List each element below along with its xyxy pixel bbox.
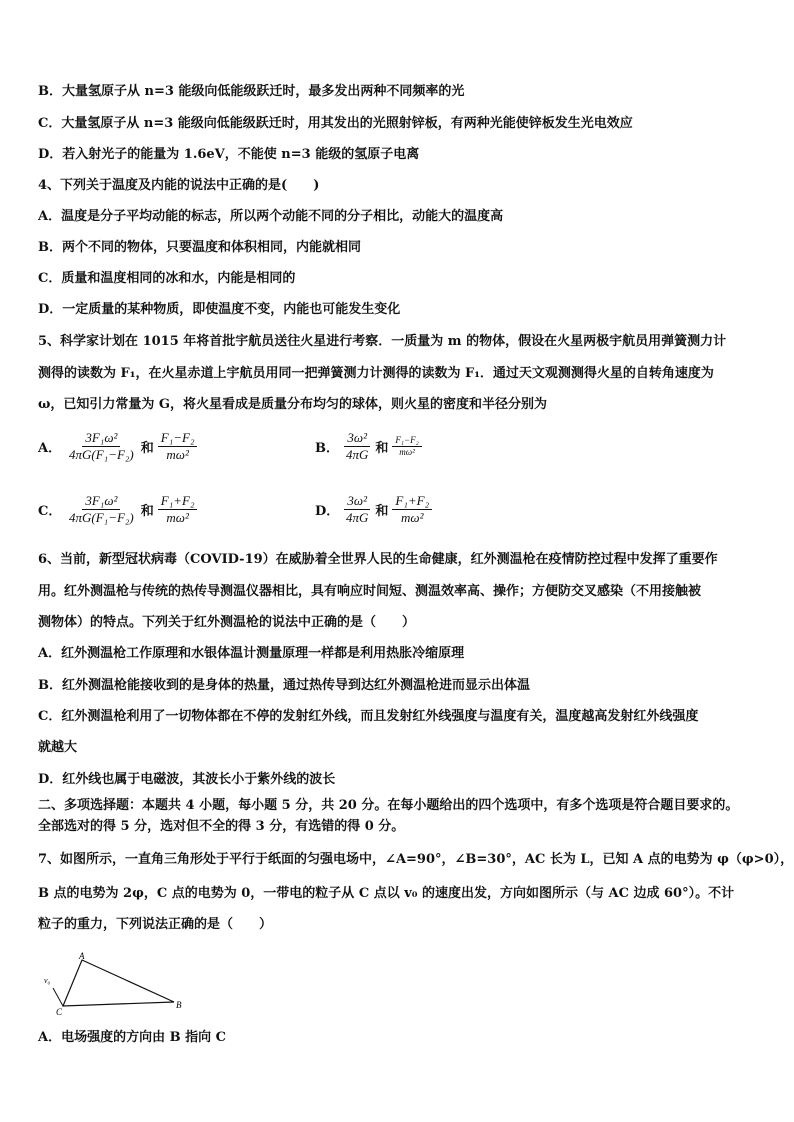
q4-option-d: D．一定质量的某种物质，即使温度不变，内能也可能发生变化 [38, 302, 401, 317]
density-fraction [343, 493, 371, 526]
q6-stem-3: 测物体）的特点。下列关于红外测温枪的说法中正确的是（ ） [38, 615, 416, 630]
q3-option-d: D．若入射光子的能量为 1.6eV，不能使 n=3 能级的氢原子电离 [38, 147, 420, 162]
q6-option-c-cont: 就越大 [38, 740, 78, 755]
q6-option-a: A．红外测温枪工作原理和水银体温计测量原理一样都是利用热胀冷缩原理 [38, 646, 465, 661]
q5-option-c [38, 493, 199, 526]
velocity-vector [53, 988, 63, 1006]
q5-option-d [315, 493, 434, 526]
label-a: A [79, 951, 85, 961]
option-label: C． [38, 504, 62, 519]
density-fraction [66, 430, 137, 463]
q4-option-b: B．两个不同的物体，只要温度和体积相同，内能就相同 [38, 240, 361, 255]
fraction-denominator: mω² [166, 510, 189, 525]
fraction-denominator: 4πG(F₁−F₂) [69, 510, 134, 525]
label-b: B [176, 1000, 182, 1010]
q7-stem-2: B 点的电势为 2φ，C 点的电势为 0，一带电的粒子从 C 点以 v₀ 的速度出发，方向如图所示（与 AC 边成 60°）。不计 [38, 886, 735, 901]
q4-stem: 4、下列关于温度及内能的说法中正确的是( ) [38, 178, 320, 193]
fraction-numerator: 3F₁ω² [82, 493, 120, 510]
fraction-numerator: 3ω² [344, 430, 370, 447]
q7-stem-3: 粒子的重力，下列说法正确的是（ ） [38, 917, 273, 932]
section-2-header-2: 全部选对的得 5 分，选对但不全的得 3 分，有选错的得 0 分。 [38, 819, 405, 834]
q6-option-c: C．红外测温枪利用了一切物体都在不停的发射红外线，而且发射红外线强度与温度有关，温度越高发射红外线强度 [38, 709, 699, 724]
density-fraction [343, 430, 371, 463]
fraction-numerator: F₁+F₂ [158, 493, 198, 510]
radius-fraction [392, 493, 432, 526]
fraction-denominator: 4πG(F₁−F₂) [69, 447, 134, 462]
q6-option-b: B．红外测温枪能接收到的是身体的热量，通过热传导到达红外测温枪进而显示出体温 [38, 678, 530, 693]
option-label: A． [38, 441, 62, 456]
radius-fraction [158, 430, 198, 463]
section-2-header-1: 二、多项选择题：本题共 4 小题，每小题 5 分，共 20 分。在每小题给出的四个选项中，有多个选项是符合题目要求的。 [38, 798, 739, 813]
fraction-numerator: 3ω² [344, 493, 370, 510]
and-text: 和 [140, 504, 154, 519]
q5-stem-2: 测得的读数为 F₁，在火星赤道上宇航员用同一把弹簧测力计测得的读数为 F₁．通过天文观测测得火星的自转角速度为 [38, 366, 714, 381]
fraction-denominator: 4πG [346, 447, 369, 462]
fraction-numerator: F₁−F₂ [158, 430, 198, 447]
q4-option-a: A．温度是分子平均动能的标志，所以两个动能不同的分子相比，动能大的温度高 [38, 209, 504, 224]
q3-option-b: B．大量氢原子从 n=3 能级向低能级跃迁时，最多发出两种不同频率的光 [38, 84, 465, 99]
fraction-numerator: F₁−F₂ [392, 435, 421, 447]
q5-option-b [315, 430, 424, 463]
q7-option-a: A．电场强度的方向由 B 指向 C [38, 1030, 226, 1045]
q7-stem-1: 7、如图所示，一直角三角形处于平行于纸面的匀强电场中，∠A=90°，∠B=30°，AC 长为 L，已知 A 点的电势为 φ（φ>0）， [38, 852, 794, 867]
label-v0: v₀ [44, 976, 51, 985]
radius-fraction [392, 435, 421, 458]
radius-fraction [158, 493, 198, 526]
fraction-denominator: mω² [399, 447, 415, 457]
fraction-denominator: mω² [166, 447, 189, 462]
option-label: B． [315, 441, 339, 456]
triangle-abc [63, 960, 174, 1006]
density-fraction [66, 493, 137, 526]
q6-option-d: D．红外线也属于电磁波，其波长小于紫外线的波长 [38, 772, 336, 787]
q5-option-a [38, 430, 199, 463]
and-text: 和 [140, 441, 154, 456]
q6-stem-1: 6、当前，新型冠状病毒（COVID-19）在威胁着全世界人民的生命健康，红外测温枪在疫情防控过程中发挥了重要作 [38, 552, 718, 567]
label-c: C [56, 1007, 63, 1017]
q5-stem-1: 5、科学家计划在 1015 年将首批宇航员送往火星进行考察．一质量为 m 的物体，假设在火星两极宇航员用弹簧测力计 [38, 334, 727, 349]
fraction-denominator: mω² [401, 510, 424, 525]
fraction-numerator: F₁+F₂ [392, 493, 432, 510]
q3-option-c: C．大量氢原子从 n=3 能级向低能级跃迁时，用其发出的光照射锌板，有两种光能使锌板发生光电效应 [38, 116, 633, 131]
triangle-figure [38, 950, 188, 1020]
and-text: 和 [375, 441, 389, 456]
q5-stem-3: ω，已知引力常量为 G，将火星看成是质量分布均匀的球体，则火星的密度和半径分别为 [38, 397, 548, 412]
fraction-denominator: 4πG [346, 510, 369, 525]
q4-option-c: C．质量和温度相同的冰和水，内能是相同的 [38, 271, 296, 286]
and-text: 和 [375, 504, 389, 519]
option-label: D． [315, 504, 340, 519]
q6-stem-2: 用。红外测温枪与传统的热传导测温仪器相比，具有响应时间短、测温效率高、操作；方便防交叉感染（不用接触被 [38, 584, 702, 599]
fraction-numerator: 3F₁ω² [82, 430, 120, 447]
